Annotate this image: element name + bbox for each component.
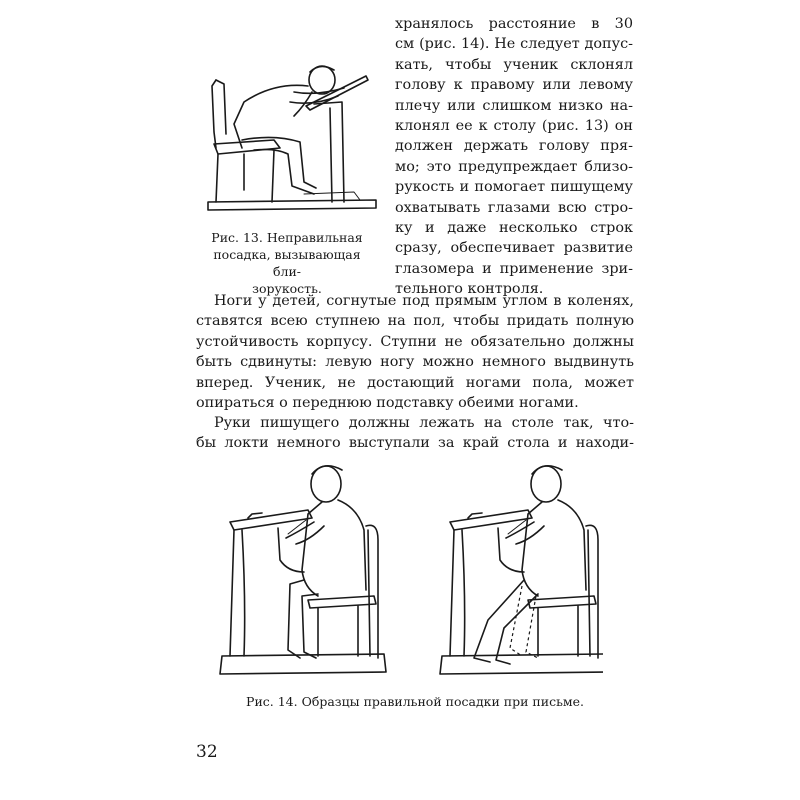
- figure-13-illustration: [204, 62, 382, 220]
- text-line: сразу, обеспечивает развитие: [395, 240, 633, 257]
- text-line: бы локти немного выступали за край стола и находи-: [196, 435, 634, 452]
- text-line: быть сдвинуты: левую ногу можно немного выдвинуть: [196, 354, 634, 371]
- figure-13-caption-line: посадка, вызывающая бли-: [213, 247, 361, 279]
- text-line: тельного контроля.: [395, 281, 544, 298]
- text-line: мо; это предупреждает близо-: [395, 158, 633, 175]
- text-line: плечу или слишком низко на-: [395, 97, 633, 114]
- paragraph-feet: [196, 291, 634, 413]
- text-line: глазомера и применение зри-: [395, 260, 633, 277]
- text-line: хранялось расстояние в 30: [395, 16, 633, 32]
- text-line: устойчивость корпусу. Ступни не обязательно должны: [196, 333, 634, 350]
- text-line: см (рис. 14). Не следует допус-: [395, 36, 633, 53]
- figure-13-caption: [198, 229, 376, 297]
- figure-13-caption-line: Рис. 13. Неправильная: [211, 230, 363, 245]
- text-line: вперед. Ученик, не достающий ногами пола, может: [196, 374, 634, 391]
- text-line: должен держать голову пря-: [395, 138, 633, 155]
- right-column-text: [395, 14, 633, 300]
- text-line: опираться о переднюю подставку обеими ногами.: [196, 395, 579, 412]
- text-line: охватывать глазами всю стро-: [395, 199, 633, 216]
- text-line: ставятся всею ступнею на пол, чтобы придать полную: [196, 313, 634, 330]
- text-line: Ноги у детей, согнутые под прямым углом в коленях,: [214, 293, 634, 309]
- text-line: голову к правому или левому: [395, 77, 633, 94]
- figure-14-illustration: [218, 460, 603, 680]
- figure-14-caption: Рис. 14. Образцы правильной посадки при письме.: [246, 694, 584, 709]
- paragraph-hands: [196, 413, 634, 454]
- text-line: кать, чтобы ученик склонял: [395, 56, 633, 73]
- figure-13-caption-line: зорукость.: [252, 281, 322, 296]
- page-number: 32: [196, 742, 218, 762]
- text-line: рукость и помогает пишущему: [395, 179, 633, 196]
- text-line: Руки пишущего должны лежать на столе так, что-: [214, 415, 634, 431]
- text-line: клонял ее к столу (рис. 13) он: [395, 118, 633, 135]
- text-line: ку и даже несколько строк: [395, 220, 633, 237]
